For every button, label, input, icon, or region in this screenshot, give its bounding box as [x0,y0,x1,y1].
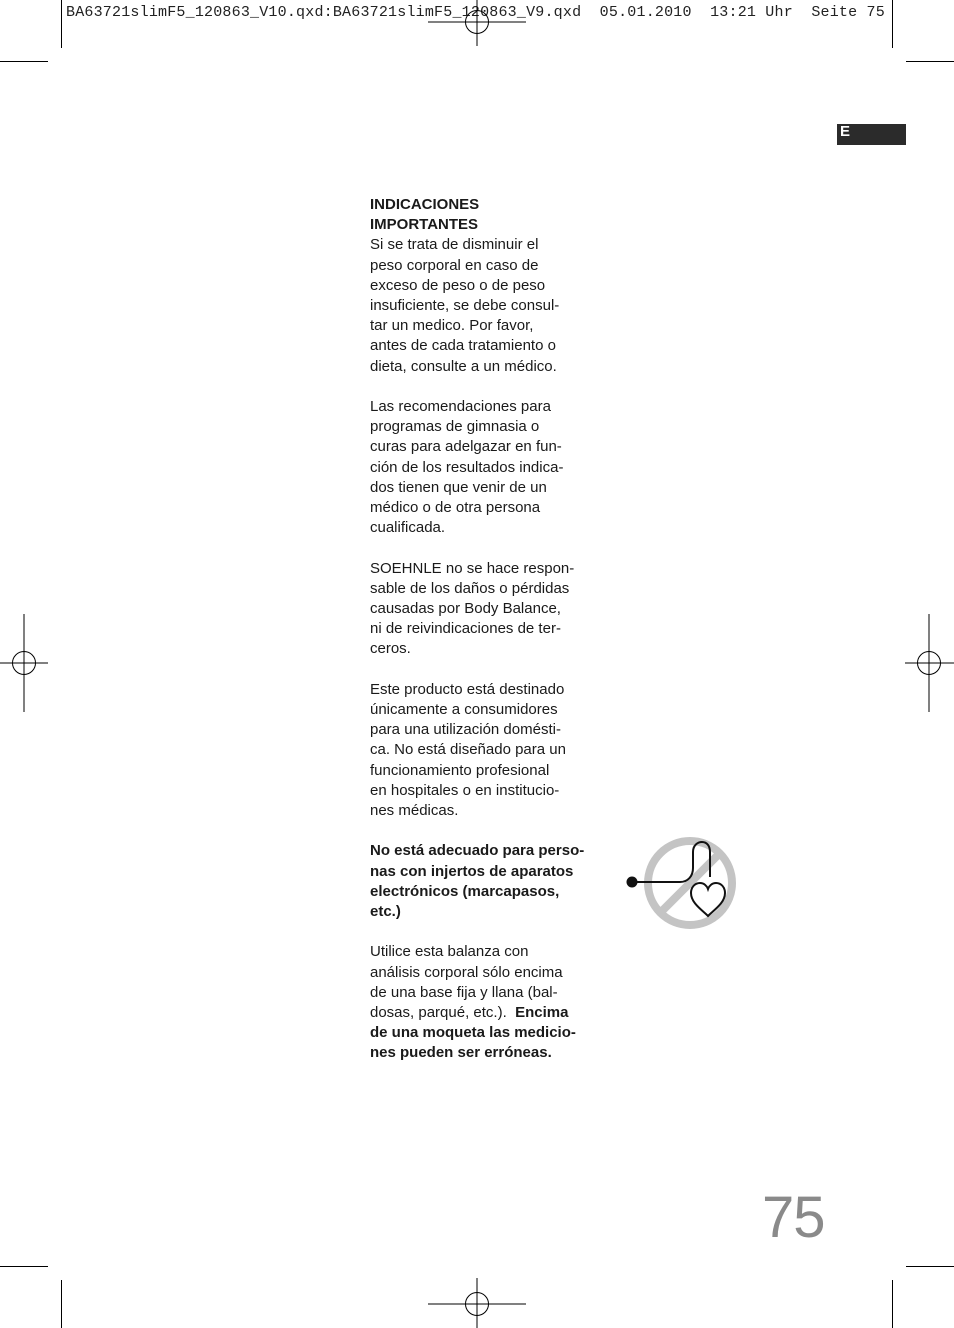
instructions-column [370,195,590,1084]
text-line: cualificada. [370,519,446,537]
text-line: curas para adelgazar en fun- [370,438,562,456]
text-line: ni de reivindicaciones de ter- [370,620,561,638]
text-line: funcionamiento profesional [370,761,550,779]
text-line: programas de gimnasia o [370,418,540,436]
text-line: sable de los daños o pérdidas [370,579,570,597]
warning-line: nas con injertos de aparatos [370,862,574,880]
text-line: médico o de otra persona [370,499,541,517]
text-line: Las recomendaciones para [370,398,551,416]
text-line: insuficiente, se debe consul- [370,297,560,315]
text-line: Utilice esta balanza con [370,943,529,961]
text-line: Este producto está destinado [370,680,565,698]
text-line: ción de los resultados indica- [370,458,564,476]
registration-mark-left-icon [0,614,50,714]
heading-line: IMPORTANTES [370,216,479,234]
text-line: únicamente a consumidores [370,701,558,719]
paragraph-pacemaker-warning [370,841,590,922]
crop-mark-bottom-right-horizontal [906,1266,954,1267]
crop-mark-bottom-left-vertical [61,1280,62,1328]
text-line: análisis corporal sólo encima [370,963,563,981]
text-segment: dosas, parqué, etc.). [370,1004,507,1022]
registration-mark-bottom-icon [428,1278,528,1328]
text-line: de una base fija y llana (bal- [370,983,558,1001]
language-tab: E [837,124,906,145]
registration-mark-right-icon [905,614,954,714]
text-line: causadas por Body Balance, [370,600,561,618]
crop-mark-top-right-horizontal [906,61,954,62]
registration-mark-top-icon [428,0,528,50]
paragraph-recommendations [370,397,590,538]
no-pacemaker-icon [622,832,742,936]
text-line: ceros. [370,640,411,658]
warning-line: nes pueden ser erróneas. [370,1044,552,1062]
warning-line: electrónicos (marcapasos, [370,882,560,900]
crop-mark-top-left-vertical [61,0,62,48]
text-line: dos tienen que venir de un [370,478,547,496]
text-line: en hospitales o en institucio- [370,781,560,799]
text-line: nes médicas. [370,802,459,820]
crop-mark-top-left-horizontal [0,61,48,62]
warning-segment: Encima [515,1004,569,1022]
crop-mark-bottom-right-vertical [892,1280,893,1328]
paragraph-liability [370,559,590,660]
page-number: 75 [762,1185,825,1250]
warning-line: etc.) [370,903,401,921]
paragraph-medical-advice [370,235,590,376]
section-heading [370,195,590,235]
crop-mark-top-right-vertical [892,0,893,48]
warning-line: No está adecuado para perso- [370,842,585,860]
crop-mark-bottom-left-horizontal [0,1266,48,1267]
text-line: ca. No está diseñado para un [370,741,566,759]
text-line: Si se trata de disminuir el [370,236,539,254]
text-line: peso corporal en caso de [370,256,539,274]
text-line: tar un medico. Por favor, [370,317,534,335]
text-line: exceso de peso o de peso [370,276,546,294]
text-line: antes de cada tratamiento o [370,337,556,355]
text-line: SOEHNLE no se hace respon- [370,559,575,577]
warning-line: de una moqueta las medicio- [370,1024,576,1042]
text-line [370,1003,590,1023]
paragraph-surface-usage [370,942,590,1063]
heading-line: INDICACIONES [370,196,480,213]
text-line: para una utilización domésti- [370,721,561,739]
text-line: dieta, consulte a un médico. [370,357,557,375]
paragraph-domestic-use [370,680,590,821]
print-slug-line: BA63721slimF5_120863_V10.qxd:BA63721slimF5_120863_V9.qxd 05.01.2010 13:21 Uhr Seite 75 [66,4,885,21]
